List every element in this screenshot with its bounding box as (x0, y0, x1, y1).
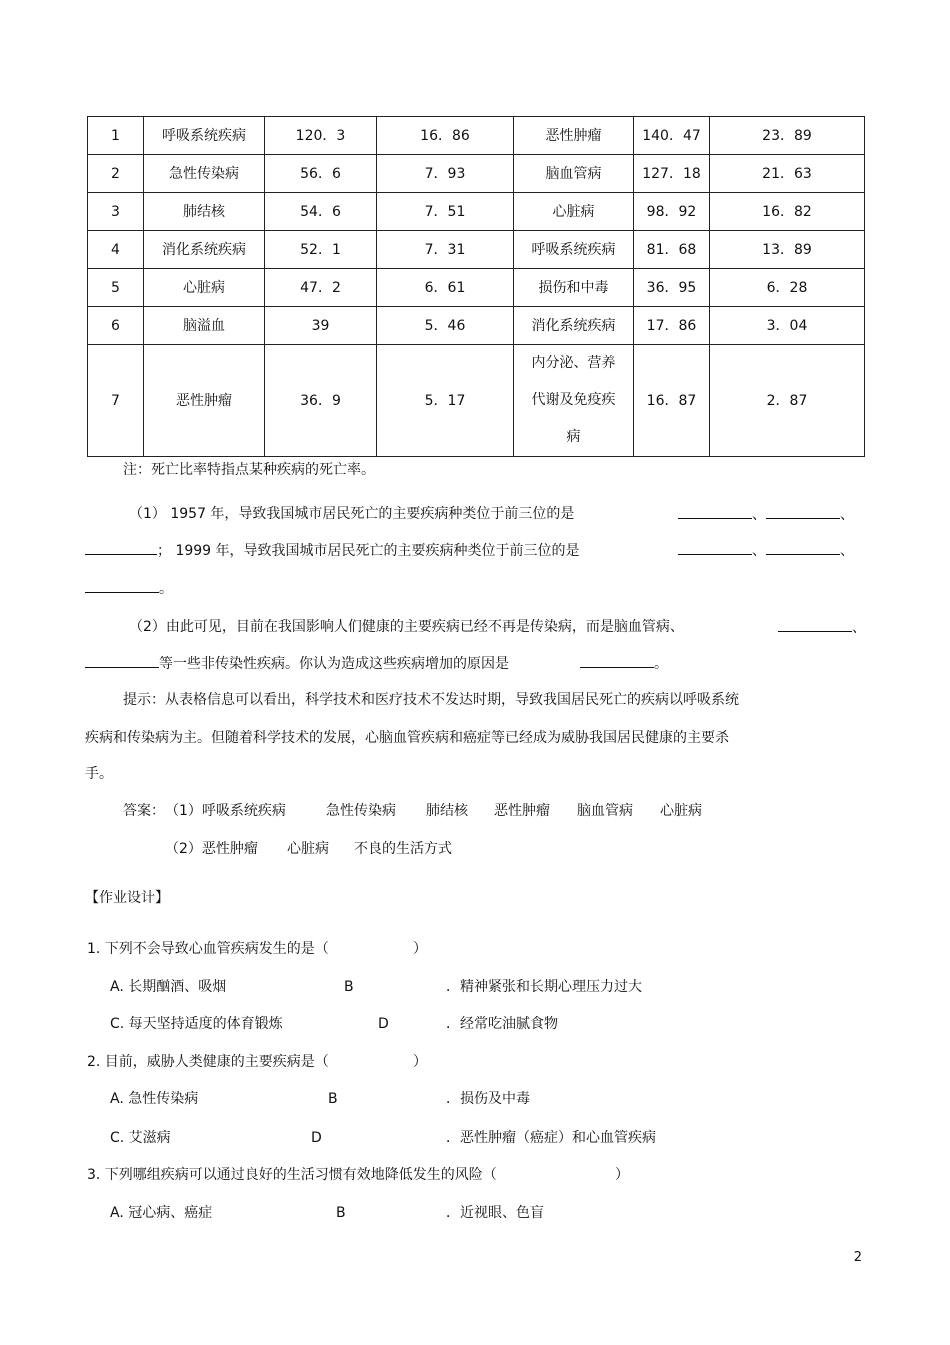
table-cell-r1999: 17．86 (634, 307, 710, 345)
mc3-close: ） (615, 1167, 629, 1183)
q2-part1: （2）由此可见，目前在我国影响人们健康的主要疾病已经不再是传染病，而是脑血管病、 (129, 619, 684, 635)
table-cell-rank: 4 (88, 231, 144, 269)
table-cell-d1999: 呼吸系统疾病 (514, 231, 634, 269)
table-cell-p1999: 16．82 (710, 193, 865, 231)
table-cell-rank: 1 (88, 117, 144, 155)
table-row (88, 193, 865, 231)
table-cell-r1999: 16．87 (634, 345, 710, 457)
mc2-option-c[interactable]: C. 艾滋病 (110, 1130, 171, 1146)
hint-line-2: 疾病和传染病为主。但随着科学技术的发展，心脑血管疾病和癌症等已经成为威胁我国居民健康的主要杀 (85, 730, 729, 746)
table-note: 注：死亡比率特指点某种疾病的死亡率。 (123, 462, 375, 478)
mc3-option-a[interactable]: A. 冠心病、癌症 (110, 1205, 213, 1221)
table-cell-rank: 7 (88, 345, 144, 457)
table-cell-rank: 3 (88, 193, 144, 231)
table-cell-r1957: 56．6 (265, 155, 377, 193)
answer-1-2: 急性传染病 (326, 803, 396, 819)
mc1-option-d-letter[interactable]: D (378, 1016, 389, 1032)
page-number: 2 (853, 1250, 862, 1265)
table-cell-p1957: 7．93 (377, 155, 514, 193)
answer-1-1: （1）呼吸系统疾病 (165, 803, 286, 819)
table-cell-d1957: 心脏病 (144, 269, 265, 307)
q1-blank-4[interactable] (678, 540, 752, 555)
answer-1-3: 肺结核 (426, 803, 468, 819)
table-cell-rank: 6 (88, 307, 144, 345)
mc2-close: ） (413, 1054, 427, 1070)
mc1-option-b-letter[interactable]: B (344, 979, 354, 995)
table-cell-d1999: 脑血管病 (514, 155, 634, 193)
mc2-stem: 2. 目前，威胁人类健康的主要疾病是（ (87, 1054, 329, 1070)
q1-blank-3[interactable] (85, 540, 157, 555)
table-cell-p1957: 7．31 (377, 231, 514, 269)
mc2-option-d-letter[interactable]: D (311, 1130, 322, 1146)
table-cell-r1999: 98．92 (634, 193, 710, 231)
table-cell-d1999 (514, 345, 634, 457)
table-cell-r1957: 47．2 (265, 269, 377, 307)
mc1-option-b[interactable]: ．精神紧张和长期心理压力过大 (446, 979, 642, 995)
table-cell-d1957: 呼吸系统疾病 (144, 117, 265, 155)
table-row (88, 345, 865, 457)
table-cell-p1957: 7．51 (377, 193, 514, 231)
q2-blank-2[interactable] (85, 653, 159, 668)
table-cell-d1957: 消化系统疾病 (144, 231, 265, 269)
table-row (88, 117, 865, 155)
table-cell-p1999: 13．89 (710, 231, 865, 269)
answer-1-5: 脑血管病 (577, 803, 633, 819)
table-cell-p1957: 6．61 (377, 269, 514, 307)
table-cell-p1957: 5．46 (377, 307, 514, 345)
hint-line-3: 手。 (85, 766, 113, 782)
table-cell-p1957: 16．86 (377, 117, 514, 155)
q2-blank-3[interactable] (580, 653, 654, 668)
table-cell-p1999: 3．04 (710, 307, 865, 345)
table-row (88, 269, 865, 307)
table-cell-d1957: 肺结核 (144, 193, 265, 231)
mc1-close: ） (413, 941, 427, 957)
mc3-stem: 3. 下列哪组疾病可以通过良好的生活习惯有效地降低发生的风险（ (87, 1167, 497, 1183)
table-cell-p1999: 6．28 (710, 269, 865, 307)
q1-part2: ； 1999 年，导致我国城市居民死亡的主要疾病种类位于前三位的是 (157, 543, 580, 559)
q1-part1: （1） 1957 年，导致我国城市居民死亡的主要疾病种类位于前三位的是 (129, 506, 575, 522)
table-row (88, 155, 865, 193)
cell-line: 病 (566, 429, 581, 445)
disease-death-table (87, 116, 865, 457)
answer-2-3: 不良的生活方式 (354, 841, 452, 857)
table-cell-d1957: 急性传染病 (144, 155, 265, 193)
table-row (88, 231, 865, 269)
table-cell-d1999: 恶性肿瘤 (514, 117, 634, 155)
mc3-option-b[interactable]: ．近视眼、色盲 (446, 1205, 544, 1221)
hint-line-1: 提示：从表格信息可以看出，科学技术和医疗技术不发达时期，导致我国居民死亡的疾病以呼吸系统 (123, 692, 739, 708)
table-cell-r1999: 127．18 (634, 155, 710, 193)
table-cell-r1957: 36．9 (265, 345, 377, 457)
answer-2-1: （2）恶性肿瘤 (165, 841, 258, 857)
answer-label: 答案： (123, 803, 165, 819)
table-cell-r1999: 140．47 (634, 117, 710, 155)
table-cell-r1999: 81．68 (634, 231, 710, 269)
table-cell-d1999: 消化系统疾病 (514, 307, 634, 345)
table-cell-r1957: 52．1 (265, 231, 377, 269)
table-cell-p1999: 2．87 (710, 345, 865, 457)
mc3-option-b-letter[interactable]: B (336, 1205, 346, 1221)
mc1-stem: 1. 下列不会导致心血管疾病发生的是（ (87, 941, 329, 957)
q2-part2: 等一些非传染性疾病。你认为造成这些疾病增加的原因是 (159, 656, 509, 672)
cell-line: 代谢及免疫疾 (531, 392, 616, 408)
table-cell-r1957: 120．3 (265, 117, 377, 155)
q2-blank-1[interactable] (778, 617, 852, 632)
answer-2-2: 心脏病 (287, 841, 329, 857)
homework-title: 【作业设计】 (85, 890, 169, 906)
answer-1-6: 心脏病 (660, 803, 702, 819)
q1-blank-2[interactable] (766, 504, 840, 519)
table-cell-d1999: 心脏病 (514, 193, 634, 231)
table-cell-d1999: 损伤和中毒 (514, 269, 634, 307)
mc2-option-b-letter[interactable]: B (328, 1091, 338, 1107)
table-cell-r1999: 36．95 (634, 269, 710, 307)
mc1-option-a[interactable]: A. 长期酗酒、吸烟 (110, 979, 227, 995)
q1-blank-5[interactable] (766, 540, 840, 555)
answer-1-4: 恶性肿瘤 (494, 803, 550, 819)
table-row (88, 307, 865, 345)
table-cell-d1957: 恶性肿瘤 (144, 345, 265, 457)
table-cell-p1999: 21．63 (710, 155, 865, 193)
table-cell-r1957: 39 (265, 307, 377, 345)
q1-blank-1[interactable] (678, 504, 752, 519)
cell-line: 内分泌、营养 (531, 355, 616, 371)
table-cell-p1999: 23．89 (710, 117, 865, 155)
mc1-option-d[interactable]: ．经常吃油腻食物 (446, 1016, 558, 1032)
table-cell-r1957: 54．6 (265, 193, 377, 231)
mc1-option-c[interactable]: C. 每天坚持适度的体育锻炼 (110, 1016, 283, 1032)
mc2-option-b[interactable]: ．损伤及中毒 (446, 1091, 530, 1107)
mc2-option-a[interactable]: A. 急性传染病 (110, 1091, 199, 1107)
mc2-option-d[interactable]: ．恶性肿瘤（癌症）和心血管疾病 (446, 1130, 656, 1146)
q1-blank-6[interactable] (85, 578, 159, 593)
table-cell-d1957: 脑溢血 (144, 307, 265, 345)
table-cell-rank: 2 (88, 155, 144, 193)
table-cell-p1957: 5．17 (377, 345, 514, 457)
table-cell-rank: 5 (88, 269, 144, 307)
